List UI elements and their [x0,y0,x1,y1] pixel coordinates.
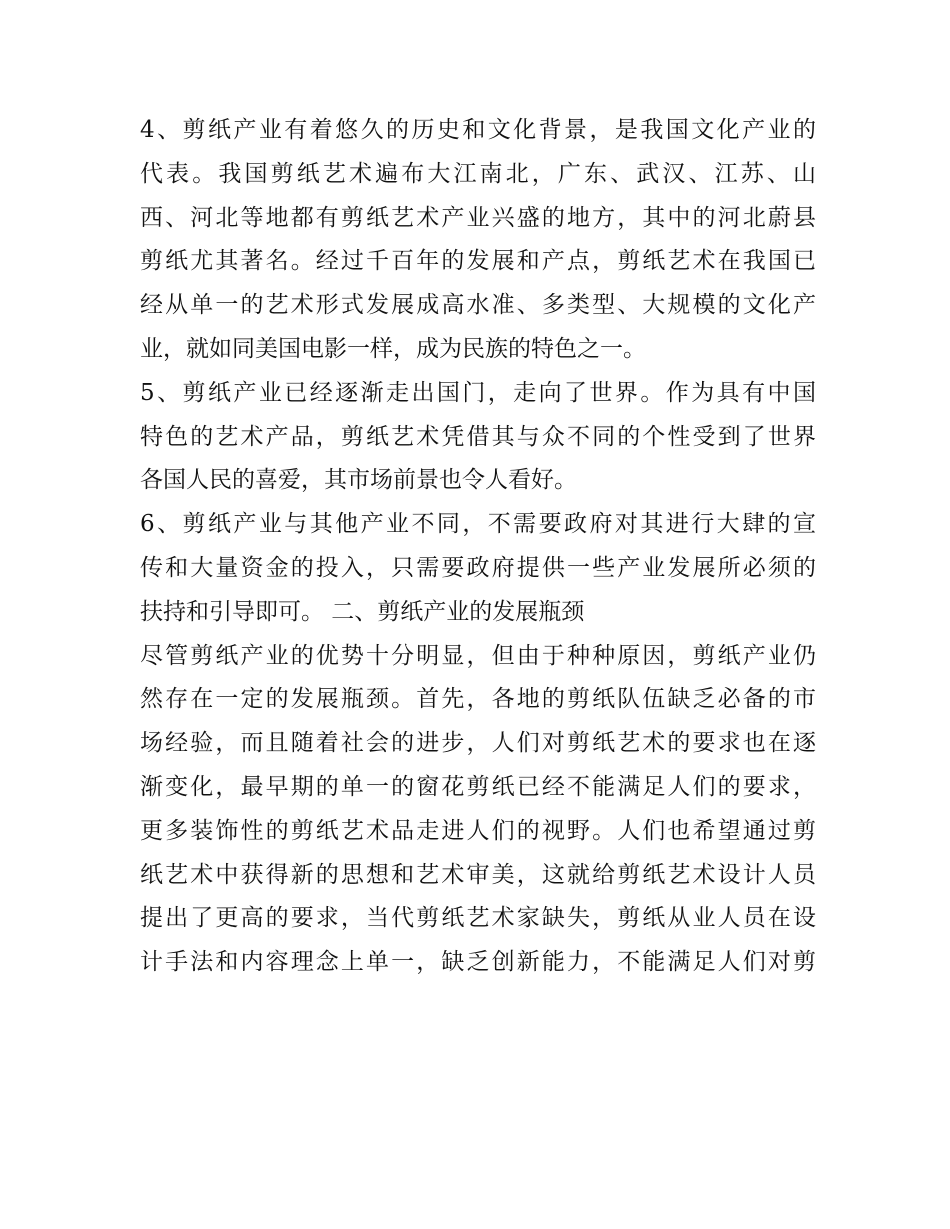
text-line: 传和大量资金的投入，只需要政府提供一些产业发展所必须的 [140,554,816,581]
text-line: 代表。我国剪纸艺术遍布大江南北，广东、武汉、江苏、山 [140,160,816,187]
text-line: 然存在一定的发展瓶颈。首先，各地的剪纸队伍缺乏必备的市 [140,686,816,713]
text-line: 业，就如同美国电影一样，成为民族的特色之一。 [140,335,646,362]
text-line: 剪纸尤其著名。经过千百年的发展和产点，剪纸艺术在我国已 [140,248,816,275]
text-line: 经从单一的艺术形式发展成高水准、多类型、大规模的文化产 [140,292,816,319]
text-line: 4、剪纸产业有着悠久的历史和文化背景，是我国文化产业的 [140,117,816,143]
text-line: 场经验，而且随着社会的进步，人们对剪纸艺术的要求也在逐 [140,730,816,757]
text-line: 各国人民的喜爱，其市场前景也令人看好。 [140,467,577,494]
text-line: 纸艺术中获得新的思想和艺术审美，这就给剪纸艺术设计人员 [140,861,816,888]
text-line: 西、河北等地都有剪纸艺术产业兴盛的地方，其中的河北蔚县 [140,204,816,231]
section-heading-line: 扶持和引导即可。 二、剪纸产业的发展瓶颈 [140,598,585,625]
text-line: 5、剪纸产业已经逐渐走出国门，走向了世界。作为具有中国 [140,379,816,406]
text-line: 渐变化，最早期的单一的窗花剪纸已经不能满足人们的要求， [140,773,816,800]
text-line: 特色的艺术产品，剪纸艺术凭借其与众不同的个性受到了世界 [140,423,816,450]
text-line: 提出了更高的要求，当代剪纸艺术家缺失，剪纸从业人员在设 [140,905,816,932]
text-line: 计手法和内容理念上单一，缺乏创新能力，不能满足人们对剪 [140,949,816,976]
body-text [140,109,816,985]
text-line: 更多装饰性的剪纸艺术品走进人们的视野。人们也希望通过剪 [140,817,816,844]
text-line: 6、剪纸产业与其他产业不同，不需要政府对其进行大肆的宣 [140,511,816,538]
text-line: 尽管剪纸产业的优势十分明显，但由于种种原因，剪纸产业仍 [140,642,816,669]
